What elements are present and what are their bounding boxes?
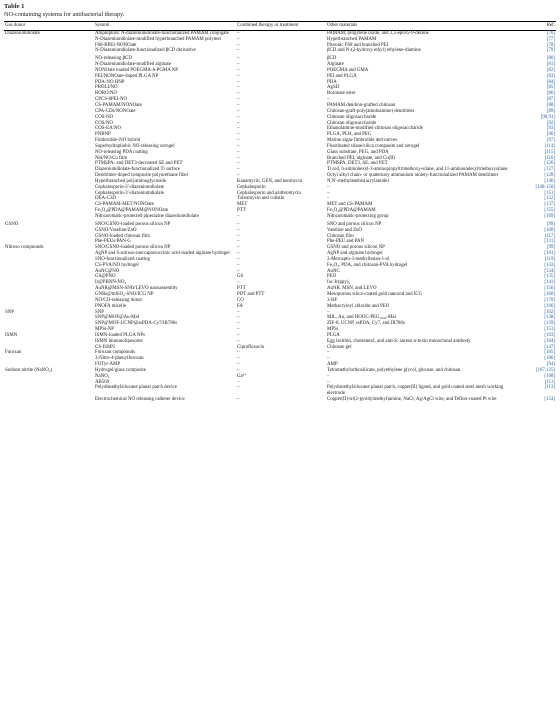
- materials-cell: MET and CS-PAMAM: [327, 202, 373, 208]
- therapy-cell: –: [237, 79, 240, 85]
- gas-donor-cell: SNP: [5, 309, 14, 315]
- system-cell: GNRs@mSiO₂-SNO/ICG NP: [95, 291, 154, 297]
- reference-link[interactable]: [99]: [546, 221, 555, 227]
- materials-cell: Octyl alkyl chain- or quaternary ammonium moiety-functionalized PAMAM dendrimer: [327, 173, 499, 179]
- reference-link[interactable]: [139]: [544, 321, 555, 327]
- reference-link[interactable]: [101]: [544, 251, 555, 257]
- reference-link[interactable]: [141]: [544, 280, 555, 286]
- reference-link[interactable]: [160]: [544, 291, 555, 297]
- header-therapy: Combined therapy or treatment: [236, 22, 326, 31]
- reference-link[interactable]: [156]: [544, 286, 555, 292]
- materials-cell: βCD: [327, 56, 337, 62]
- materials-cell: Hyperbranched PAMAM: [327, 36, 377, 42]
- reference-link[interactable]: [147]: [544, 344, 555, 350]
- reference-link[interactable]: [146]: [544, 178, 555, 184]
- system-cell: Fe₃O₄@PDA@PAMAM@NONOate: [95, 208, 168, 214]
- table-row: [4, 220, 556, 228]
- materials-cell: MPSi: [327, 327, 339, 333]
- system-cell: AgNP and S-nitroso-mercaptosuccinic acid-loaded alginate hydrogel: [95, 251, 230, 257]
- system-cell: AuNC@NO: [95, 268, 120, 274]
- materials-cell: Marine algae fimbrolide derivatives: [327, 138, 398, 144]
- materials-cell: Methacryloyl chloride and PEO: [327, 303, 390, 309]
- system-cell: CPCS-bPEI-NO: [95, 97, 128, 103]
- system-cell: NONOate loaded POEGMA-b-PGMA NP: [95, 67, 178, 73]
- materials-cell: Tetramethylorthosilicate, polyethylene glycol, glucose, and chitosan: [327, 367, 461, 373]
- materials-cell: fac-Ir(ppy)₃: [327, 280, 351, 286]
- system-cell: Dendrimer-doped composite polyurethane fiber: [95, 173, 189, 179]
- reference-link[interactable]: [137]: [544, 202, 555, 208]
- system-cell: Superhydrophobic NO-releasing xerogel: [95, 143, 175, 149]
- materials-cell: Nitroaromatic-protecting group: [327, 214, 389, 219]
- gas-donor-cell: ISMN: [5, 332, 18, 338]
- table-title: Table 1: [4, 3, 25, 10]
- system-cell: Ir@PBNN-NO₂: [95, 280, 127, 286]
- system-cell: NO-releasing βCD: [95, 56, 132, 62]
- system-cell: CS-PAMAM/NONOate: [95, 102, 142, 108]
- materials-cell: PDA: [327, 79, 337, 85]
- materials-cell: Copper(II)-tri(2-pyridylmethyl)amine, NaCl, Ag/AgCl wire, and Teflon-coated Pt wire: [327, 397, 497, 403]
- reference-link[interactable]: [96]: [546, 132, 555, 138]
- therapy-cell: MET: [237, 202, 248, 208]
- system-cell: Phe-PEUs/PAN-G: [95, 239, 131, 245]
- system-cell: MPSi-NP: [95, 327, 115, 333]
- system-cell: CS-PAMAM-MET/NONOate: [95, 202, 154, 208]
- system-cell: NO-releasing PDA coating: [95, 149, 148, 155]
- table-row: [4, 54, 556, 62]
- therapy-cell: –: [237, 62, 240, 68]
- materials-cell: AuNC: [327, 268, 340, 274]
- therapy-cell: –: [237, 102, 240, 108]
- gas-donor-cell: [4, 385, 94, 397]
- therapy-cell: –: [237, 227, 240, 233]
- therapy-cell: –: [237, 108, 240, 114]
- table-row: [4, 385, 556, 397]
- system-cell: COS-NO: [95, 114, 114, 120]
- therapy-cell: PDT and PTT: [237, 291, 265, 297]
- reference-link[interactable]: [103]: [544, 332, 555, 338]
- therapy-cell: –: [237, 233, 240, 239]
- reference-link[interactable]: [115]: [544, 149, 555, 155]
- therapy-cell: –: [237, 73, 240, 79]
- gas-donor-cell: Furoxan: [5, 350, 22, 356]
- system-cell: N-Diazeniumdiolate-functionalized βCD derivative: [95, 48, 196, 54]
- therapy-cell: –: [237, 256, 240, 262]
- materials-cell: Vaseline and ZnO: [327, 227, 363, 233]
- reference-link[interactable]: [99]: [546, 245, 555, 251]
- table-header-row: [4, 22, 556, 31]
- reference-link[interactable]: [127]: [544, 167, 555, 173]
- therapy-cell: Ga³⁺: [237, 373, 247, 379]
- materials-cell: GSNO and porous silicon NP: [327, 245, 385, 251]
- therapy-cell: Kanamycin, GEN, and neomycin: [237, 178, 303, 184]
- materials-cell: Phe-PEU and PAN: [327, 239, 365, 245]
- materials-cell: Chitosan gel: [327, 344, 352, 350]
- reference-link[interactable]: [134]: [544, 268, 555, 274]
- therapy-cell: –: [237, 114, 240, 120]
- therapy-cell: –: [237, 321, 240, 327]
- therapy-cell: –: [237, 397, 240, 403]
- reference-link[interactable]: [97]: [546, 138, 555, 144]
- reference-link[interactable]: [88]: [546, 102, 555, 108]
- therapy-cell: –: [237, 362, 240, 368]
- reference-link[interactable]: [106]: [544, 356, 555, 362]
- system-cell: PEI/NONOate-doped PLGA NP: [95, 73, 159, 79]
- materials-cell: 3-HF: [327, 297, 338, 303]
- therapy-cell: PTT: [237, 286, 246, 292]
- therapy-cell: –: [237, 30, 240, 36]
- system-cell: SNO/GSNO-loaded porous silicon NP: [95, 221, 171, 227]
- system-cell: PNBNP: [95, 132, 111, 138]
- gas-donor-cell: Nitroso compounds: [5, 245, 44, 251]
- materials-cell: ZIF-8, UCNP, ssPDA, Cy7, and IR786s: [327, 321, 405, 327]
- system-cell: Amphiphilic N-diazeniumdiolate-functionalized PAMAM conjugate: [95, 30, 229, 36]
- therapy-cell: FA: [237, 303, 243, 309]
- system-cell: Furoxan compounds: [95, 350, 136, 356]
- therapy-cell: –: [237, 356, 240, 362]
- reference-link[interactable]: [81]: [546, 62, 555, 68]
- materials-cell: PAMAM, propylene oxide, and 1,2-epoxy-9-decene: [327, 30, 429, 36]
- system-cell: Cephalosporin-3′-diazeniumdiolate: [95, 190, 164, 196]
- system-cell: FOTyr-AMP: [95, 362, 121, 368]
- materials-cell: Fluorinated silane/silica composite and xerogel: [327, 143, 420, 149]
- reference-link[interactable]: [169]: [544, 214, 555, 219]
- therapy-cell: –: [237, 221, 240, 227]
- materials-cell: Alginate: [327, 62, 344, 68]
- therapy-cell: –: [237, 309, 240, 315]
- reference-link[interactable]: [153]: [544, 327, 555, 333]
- materials-cell: SNO and porous silicon NP: [327, 221, 382, 227]
- header-ref: Ref.: [521, 22, 556, 31]
- system-cell: Nbi/NO/Cu film: [95, 155, 128, 161]
- gas-donor-cell: [4, 54, 94, 62]
- reference-link[interactable]: [117]: [544, 233, 555, 239]
- system-cell: BORO/NO: [95, 91, 118, 97]
- system-cell: AuNR@MSN-SNO/LEVO nanoassembly: [95, 286, 178, 292]
- reference-link[interactable]: [107,125]: [535, 367, 555, 373]
- reference-link[interactable]: [83]: [546, 73, 555, 79]
- system-cell: COS-EA/NO: [95, 126, 122, 132]
- materials-cell: –: [327, 190, 330, 196]
- therapy-cell: –: [237, 379, 240, 385]
- materials-cell: PAMAM dendron-grafted chitosan: [327, 102, 396, 108]
- therapy-cell: PTT: [237, 208, 246, 214]
- materials-cell: AgNP and alginate hydrogel: [327, 251, 383, 257]
- therapy-cell: –: [237, 173, 240, 179]
- reference-link[interactable]: [94]: [546, 362, 555, 368]
- header-system: System: [94, 22, 236, 31]
- system-cell: GSNO-loaded chitosan film: [95, 233, 150, 239]
- system-cell: SNP@MOF-UCNP@ssPDA-Cy7/IR786s: [95, 321, 178, 327]
- system-cell: GSNO/Vaseline/ZnO: [95, 227, 137, 233]
- reference-link[interactable]: [113]: [544, 385, 555, 391]
- therapy-cell: –: [237, 262, 240, 268]
- system-cell: N-Diazeniumdiolate-modified alginate: [95, 62, 171, 68]
- therapy-cell: –: [237, 161, 240, 167]
- materials-cell: PEI and PLGA: [327, 73, 357, 79]
- materials-cell: AgSD: [327, 85, 340, 91]
- materials-cell: AMP: [327, 362, 338, 368]
- materials-cell: –: [327, 309, 330, 315]
- therapy-cell: GS: [237, 274, 244, 280]
- therapy-cell: –: [237, 245, 240, 251]
- system-cell: CS-PVA/NO hydrogel: [95, 262, 139, 268]
- materials-cell: –: [327, 97, 330, 103]
- therapy-cell: –: [237, 155, 240, 161]
- therapy-cell: –: [237, 56, 240, 62]
- therapy-cell: –: [237, 350, 240, 356]
- reference-link[interactable]: [152]: [544, 196, 555, 202]
- system-cell: PROLI/NO: [95, 85, 118, 91]
- materials-cell: Polydimethylsiloxane planar patch, copper(II) ligand, and gold coated steel mesh working electrode: [327, 385, 504, 397]
- system-cell: SNP: [95, 309, 104, 315]
- therapy-cell: –: [237, 85, 240, 91]
- materials-cell: –: [327, 184, 330, 190]
- materials-cell: N,N′-methylenebis(acrylamide): [327, 178, 390, 184]
- header-gas-donor: Gas donor: [4, 22, 94, 31]
- system-cell: F68-BPEI-NONOate: [95, 42, 137, 48]
- therapy-cell: –: [237, 36, 240, 42]
- reference-link[interactable]: [105]: [544, 350, 555, 356]
- system-cell: Hydrogel/glass composite: [95, 367, 146, 373]
- reference-link[interactable]: [133]: [544, 262, 555, 268]
- reference-link[interactable]: [135]: [544, 274, 555, 280]
- gas-donor-cell: GSNO: [5, 221, 19, 227]
- reference-link[interactable]: [77]: [546, 36, 555, 42]
- materials-cell: –: [327, 350, 330, 356]
- therapy-cell: –: [237, 48, 240, 54]
- materials-cell: PTMSPA, DET3, SE, and PET: [327, 161, 388, 167]
- system-cell: AB569: [95, 379, 110, 385]
- reference-link[interactable]: [78]: [546, 42, 555, 48]
- therapy-cell: –: [237, 91, 240, 97]
- materials-cell: POEGMA and GMA: [327, 67, 369, 73]
- materials-cell: Chitosan oligosaccharide: [327, 114, 377, 120]
- reference-link[interactable]: [154]: [544, 397, 555, 403]
- therapy-cell: Ciprofloxacin: [237, 344, 265, 350]
- therapy-cell: –: [237, 268, 240, 274]
- therapy-cell: –: [237, 251, 240, 257]
- header-materials: Other materials: [326, 22, 521, 31]
- reference-link[interactable]: [104]: [544, 338, 555, 344]
- materials-cell: –: [327, 356, 330, 362]
- system-cell: Nitroaromatic-protected piperazine diazeniumdiolate: [95, 214, 199, 219]
- reference-link[interactable]: [80]: [546, 56, 555, 62]
- reference-link[interactable]: [84]: [546, 79, 555, 85]
- materials-cell: PLGA, PLH, and PEG: [327, 132, 372, 138]
- materials-cell: Glass substrate, PEG, and PDA: [327, 149, 389, 155]
- therapy-cell: –: [237, 120, 240, 126]
- therapy-cell: –: [237, 332, 240, 338]
- materials-cell: βCD and N-(2-hydroxy ethyl) ethylene-diamine: [327, 48, 421, 54]
- materials-cell: Chitosan film: [327, 233, 354, 239]
- materials-cell: Chitosan oligosaccharide: [327, 120, 377, 126]
- system-cell: PTMSPA- and DET3-decorated SE and PET: [95, 161, 183, 167]
- therapy-cell: Cephalosporin: [237, 184, 266, 190]
- table-body: [4, 30, 556, 403]
- materials-cell: –: [327, 196, 330, 202]
- therapy-cell: Cephalosporin and azithromycin: [237, 190, 301, 196]
- reference-link[interactable]: [82]: [546, 67, 555, 73]
- reference-link[interactable]: [87]: [546, 97, 555, 103]
- reference-link[interactable]: [155]: [544, 208, 555, 214]
- reference-link[interactable]: [102]: [544, 309, 555, 315]
- reference-link[interactable]: [85]: [546, 85, 555, 91]
- therapy-cell: –: [237, 138, 240, 144]
- therapy-cell: –: [237, 97, 240, 103]
- reference-link[interactable]: [128]: [544, 173, 555, 179]
- reference-link[interactable]: [100]: [544, 227, 555, 233]
- reference-link[interactable]: [151]: [544, 190, 555, 196]
- system-cell: CPA-CDs/NONOate: [95, 108, 136, 114]
- materials-cell: PEO: [327, 274, 337, 280]
- reference-link[interactable]: [170]: [544, 297, 555, 303]
- therapy-cell: –: [237, 126, 240, 132]
- system-cell: Fimbrolide–NO hybrid: [95, 138, 141, 144]
- therapy-cell: –: [237, 338, 240, 344]
- data-table: [4, 21, 556, 403]
- therapy-cell: CO: [237, 297, 244, 303]
- reference-link[interactable]: [76]: [546, 30, 555, 36]
- reference-link[interactable]: [93]: [546, 126, 555, 132]
- therapy-cell: –: [237, 42, 240, 48]
- therapy-cell: –: [237, 367, 240, 373]
- system-cell: SNP@MOF@Au-Mal: [95, 315, 140, 321]
- system-cell: COS/NO: [95, 120, 113, 126]
- therapy-cell: –: [237, 280, 240, 286]
- gas-donor-cell: Diazeniumdiolate: [5, 30, 40, 36]
- reference-link[interactable]: [166]: [544, 303, 555, 309]
- materials-cell: Mesoporous silica-coated gold nanorod and ICG: [327, 291, 423, 297]
- therapy-cell: –: [237, 132, 240, 138]
- system-cell: SNO-functionalized coating: [95, 256, 151, 262]
- reference-link[interactable]: [131]: [544, 239, 555, 245]
- reference-link[interactable]: [92]: [546, 120, 555, 126]
- materials-cell: Chitosan-graft-poly(amidoamine) dendrimer: [327, 108, 415, 114]
- materials-cell: Egg lecithin, cholesterol, and anti-S. aureus α-toxin monoclonal antibody: [327, 338, 471, 344]
- system-cell: GS@PNO: [95, 274, 116, 280]
- materials-cell: PLGA: [327, 332, 340, 338]
- reference-link[interactable]: [79]: [546, 48, 555, 54]
- reference-link[interactable]: [126]: [544, 161, 555, 167]
- reference-link[interactable]: [119]: [544, 256, 555, 262]
- system-cell: ISMN-loaded PLGA NPs: [95, 332, 145, 338]
- reference-link[interactable]: [116]: [544, 155, 555, 161]
- system-cell: DEA-C3D: [95, 196, 116, 202]
- gas-donor-cell: Sodium nitrite (NaNO₂): [5, 367, 53, 373]
- system-cell: Electrochemical NO releasing catheter device: [95, 397, 185, 403]
- materials-cell: Boronate ester: [327, 91, 356, 97]
- reference-link[interactable]: [90,91]: [540, 114, 555, 120]
- therapy-cell: –: [237, 327, 240, 333]
- therapy-cell: –: [237, 315, 240, 321]
- system-cell: 3-Nitro-4-phenylfuroxan: [95, 356, 144, 362]
- materials-cell: –: [327, 373, 330, 379]
- reference-link[interactable]: [114]: [544, 143, 555, 149]
- materials-cell: Fe₃O₄@PDA@PAMAM: [327, 208, 376, 214]
- materials-cell: Ti rod, 6-aminohexyl-3-aminopropyltrimethoxy-silane, and 11-aminoundecyltriethoxysilane: [327, 167, 508, 173]
- reference-link[interactable]: [111]: [544, 379, 555, 385]
- materials-cell: Fe₃O₄, PDA, and chitosan-PVA hydrogel: [327, 262, 408, 268]
- reference-link[interactable]: [89]: [546, 108, 555, 114]
- system-cell: Polydimethylsiloxane planar patch device: [95, 385, 177, 391]
- system-cell: CS-ISMN: [95, 344, 115, 350]
- gas-donor-cell: [4, 397, 94, 403]
- therapy-cell: –: [237, 167, 240, 173]
- materials-cell: Pluronic F68 and branched PEI: [327, 42, 389, 48]
- materials-cell: –: [327, 379, 330, 385]
- system-cell: NO/CO-releasing donor: [95, 297, 143, 303]
- therapy-cell: –: [237, 149, 240, 155]
- materials-cell: AuNR, MSN, and LEVO: [327, 286, 377, 292]
- therapy-cell: –: [237, 214, 240, 219]
- materials-cell: MIL, Au, and HOOC-PEG₅₀₀₀-Mal: [327, 315, 396, 321]
- therapy-cell: –: [237, 385, 240, 391]
- therapy-cell: –: [237, 143, 240, 149]
- system-cell: Diazeniumdiolate-functionalized Ti surface: [95, 167, 181, 173]
- system-cell: NaNO₂: [95, 373, 110, 379]
- therapy-cell: –: [237, 67, 240, 73]
- system-cell: PNOFA micelle: [95, 303, 127, 309]
- system-cell: Cephalosporin-3′-diazeniumdiolate: [95, 184, 164, 190]
- system-cell: ISMN immunoliposome: [95, 338, 143, 344]
- reference-link[interactable]: [148-150]: [535, 184, 555, 190]
- reference-link[interactable]: [86]: [546, 91, 555, 97]
- materials-cell: 3-Mercapto-3-methylbutan-1-ol: [327, 256, 390, 262]
- materials-cell: Branched PEI, alginate, and Cu(II): [327, 155, 396, 161]
- document-page: [4, 0, 556, 722]
- system-cell: SNO/GSNO-loaded porous silicon NP: [95, 245, 171, 251]
- table-row: [4, 397, 556, 403]
- system-cell: PDA-NO HNP: [95, 79, 125, 85]
- system-cell: Hyperbranched polyaminoglycoside: [95, 178, 167, 184]
- therapy-cell: –: [237, 239, 240, 245]
- therapy-cell: Tobramycin and colistin: [237, 196, 285, 202]
- reference-link[interactable]: [108]: [544, 373, 555, 379]
- table-caption: NO-containing systems for antibacterial therapy.: [4, 11, 125, 18]
- materials-cell: Ethanolamine-modified chitosan oligosaccharide: [327, 126, 423, 132]
- system-cell: N-Diazeniumdiolate-modified hyperbranched PAMAM polymer: [95, 36, 222, 42]
- reference-link[interactable]: [138]: [544, 315, 555, 321]
